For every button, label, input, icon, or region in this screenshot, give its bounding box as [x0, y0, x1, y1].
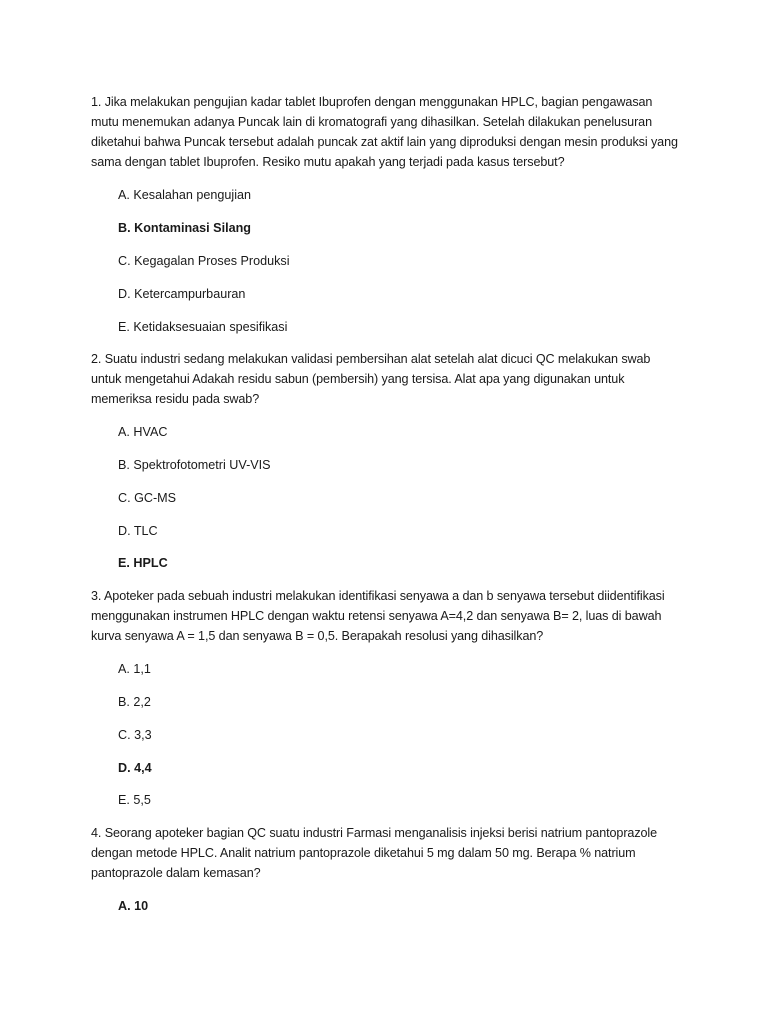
- question-3-option-d: D. 4,4: [118, 761, 152, 775]
- question-3-option-e: E. 5,5: [118, 793, 151, 807]
- question-2-option-d: D. TLC: [118, 524, 158, 538]
- question-3-option-b: B. 2,2: [118, 695, 151, 709]
- question-2-text: 2. Suatu industri sedang melakukan validasi pembersihan alat setelah alat dicuci QC melakukan swab untuk mengetahui Adakah residu sabun (pembersih) yang tersisa. Alat apa yang digunakan untuk memeriksa residu pada swab?: [91, 352, 651, 406]
- question-1-option-e: E. Ketidaksesuaian spesifikasi: [118, 320, 288, 334]
- question-1-text: 1. Jika melakukan pengujian kadar tablet Ibuprofen dengan menggunakan HPLC, bagian pengawasan mutu menemukan adanya Puncak lain di kromatografi yang dihasilkan. Setelah dilakukan penelusuran diketahui bahwa Puncak tersebut adalah puncak zat aktif lain yang diproduksi dengan mesin produksi yang sama dengan tablet Ibuprofen. Resiko mutu apakah yang terjadi pada kasus tersebut?: [91, 95, 678, 169]
- question-1-option-b: B. Kontaminasi Silang: [118, 221, 251, 235]
- question-3-option-c: C. 3,3: [118, 728, 152, 742]
- question-1-option-c: C. Kegagalan Proses Produksi: [118, 254, 290, 268]
- question-4-text: 4. Seorang apoteker bagian QC suatu industri Farmasi menganalisis injeksi berisi natrium pantoprazole dengan metode HPLC. Analit natrium pantoprazole diketahui 5 mg dalam 50 mg. Berapa % natrium pantoprazole dalam kemasan?: [91, 826, 658, 880]
- question-3-text: 3. Apoteker pada sebuah industri melakukan identifikasi senyawa a dan b senyawa tersebut diidentifikasi menggunakan instrumen HPLC dengan waktu retensi senyawa A=4,2 dan senyawa B= 2, luas di bawah kurva senyawa A = 1,5 dan senyawa B = 0,5. Berapakah resolusi yang dihasilkan?: [91, 589, 665, 643]
- question-4: [91, 823, 681, 883]
- question-1: [91, 92, 681, 172]
- question-3: [91, 586, 681, 646]
- question-2-option-c: C. GC-MS: [118, 491, 177, 505]
- question-2: [91, 349, 681, 409]
- question-2-option-a: A. HVAC: [118, 425, 168, 439]
- question-4-option-a: A. 10: [118, 899, 149, 913]
- question-2-option-e: E. HPLC: [118, 556, 168, 570]
- question-3-option-a: A. 1,1: [118, 662, 151, 676]
- question-2-option-b: B. Spektrofotometri UV-VIS: [118, 458, 271, 472]
- question-1-option-a: A. Kesalahan pengujian: [118, 188, 252, 202]
- question-1-option-d: D. Ketercampurbauran: [118, 287, 246, 301]
